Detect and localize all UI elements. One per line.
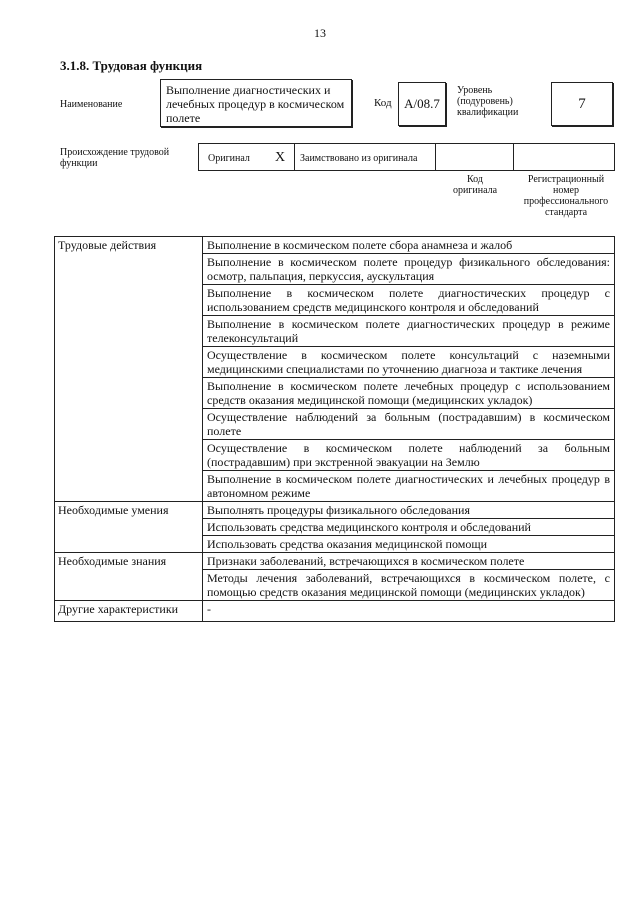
category-cell: Другие характеристики: [55, 601, 203, 622]
list-item: Осуществление в космическом полете наблюдений за больным (пострадавшим) при экстренной эвакуации на Землю: [203, 440, 615, 471]
origin-original-cell: [198, 143, 295, 171]
reg-number-cell: [513, 143, 615, 171]
function-name-field: Выполнение диагностических и лечебных процедур в космическом полете: [160, 79, 352, 127]
table-row: [55, 502, 615, 519]
code-field: А/08.7: [398, 82, 446, 126]
level-field: 7: [551, 82, 613, 126]
page-number: 13: [314, 26, 326, 40]
list-item: Осуществление наблюдений за больным (пострадавшим) в космическом полете: [203, 409, 615, 440]
borrowed-label: Заимствовано из оригинала: [300, 153, 418, 164]
section-title: 3.1.8. Трудовая функция: [60, 58, 203, 73]
list-item: Выполнение в космическом полете диагностических процедур в режиме телеконсультаций: [203, 316, 615, 347]
code-label: Код: [374, 97, 392, 109]
table-row: [55, 553, 615, 570]
category-cell: Трудовые действия: [55, 237, 203, 502]
list-item: Выполнение в космическом полете диагностических процедур с использованием средств медицинского контроля и обследований: [203, 285, 615, 316]
reg-number-caption: Регистрационный номер профессионального стандарта: [523, 174, 609, 218]
list-item: Осуществление в космическом полете консультаций с наземными медицинскими специалистами по уточнению диагноза и тактике лечения: [203, 347, 615, 378]
original-label: Оригинал: [208, 153, 250, 164]
list-item: Выполнение в космическом полете диагностических и лечебных процедур в автономном режиме: [203, 471, 615, 502]
list-item: Методы лечения заболеваний, встречающихся в космическом полете, с помощью средств оказания медицинской помощи (медицинских укладок): [203, 570, 615, 601]
list-item: Выполнять процедуры физикального обследования: [203, 502, 615, 519]
table-row: [55, 601, 615, 622]
category-cell: Необходимые знания: [55, 553, 203, 601]
table-row: [55, 237, 615, 254]
original-mark: X: [275, 150, 286, 165]
name-label: Наименование: [60, 99, 123, 110]
code-original-caption: Код оригинала: [452, 174, 498, 196]
category-cell: Необходимые умения: [55, 502, 203, 553]
list-item: Выполнение в космическом полете лечебных процедур с использованием средств оказания медицинской помощи (медицинских укладок): [203, 378, 615, 409]
list-item: Выполнение в космическом полете сбора анамнеза и жалоб: [203, 237, 615, 254]
origin-label: Происхождение трудовой функции: [60, 147, 170, 169]
code-original-cell: [435, 143, 514, 171]
level-label: Уровень (подуровень) квалификации: [457, 85, 519, 118]
labor-function-table: [54, 236, 615, 622]
list-item: -: [203, 601, 615, 622]
origin-borrowed-cell: [294, 143, 436, 171]
list-item: Использовать средства оказания медицинской помощи: [203, 536, 615, 553]
list-item: Выполнение в космическом полете процедур физикального обследования: осмотр, пальпация, перкуссия, аускультация: [203, 254, 615, 285]
list-item: Использовать средства медицинского контроля и обследований: [203, 519, 615, 536]
list-item: Признаки заболеваний, встречающихся в космическом полете: [203, 553, 615, 570]
